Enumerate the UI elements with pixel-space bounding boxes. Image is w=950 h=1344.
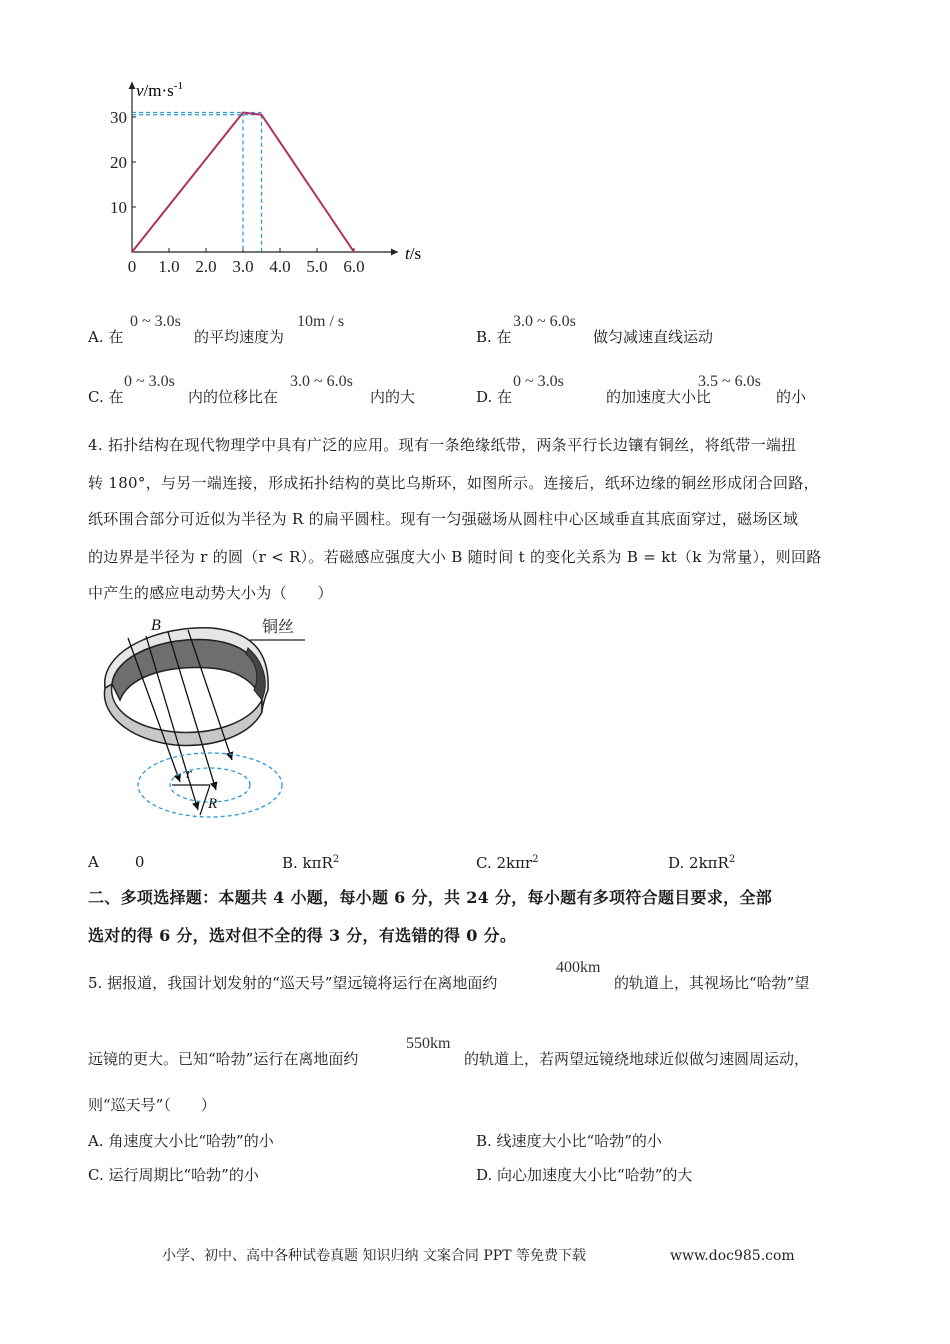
q5-option-b[interactable]: B. 线速度大小比“哈勃”的小 [476, 1132, 662, 1150]
q3-a-text: 的平均速度为 [194, 328, 285, 346]
q3-option-b[interactable]: B. 在 [476, 328, 512, 346]
y-tick-label: 20 [110, 153, 127, 172]
q4-option-d[interactable]: D. 2kπR$^2$ [668, 854, 736, 872]
q5-line-1b: 的轨道上，其视场比“哈勃”望 [614, 974, 810, 992]
vt-graph [110, 70, 440, 285]
q4-stem-line-5: 中产生的感应电动势大小为（ ） [88, 584, 333, 602]
q3-option-c[interactable]: C. 在 [88, 388, 124, 406]
x-tick-label: 4.0 [269, 257, 291, 276]
option-label: A. 在 [88, 328, 124, 346]
q5-line-3: 则“巡天号”（ ） [88, 1096, 216, 1114]
data-point [242, 112, 244, 114]
q4-option-a[interactable]: A 0 [88, 853, 145, 871]
q3-d-text: 的加速度大小比 [606, 388, 712, 406]
x-axis-label: t/s [405, 244, 422, 263]
x-tick-label: 3.0 [232, 257, 254, 276]
q3-d-suffix: 的小 [776, 388, 807, 406]
footer-text: 小学、初中、高中各种试卷真题 知识归纳 文案合同 PPT 等免费下载 [162, 1248, 586, 1264]
x-tick-label: 1.0 [158, 257, 180, 276]
q3-c-suffix: 内的大 [370, 388, 416, 406]
wire-label: 铜丝 [262, 619, 295, 636]
q4-stem-line-1: 4. 拓扑结构在现代物理学中具有广泛的应用。现有一条绝缘纸带，两条平行长边镶有铜丝，将纸带一端扭 [88, 436, 797, 454]
q3-d-math2: 3.5 ~ 6.0s [698, 373, 761, 390]
section-2-heading-line-1: 二、多项选择题：本题共 4 小题，每小题 6 分，共 24 分，每小题有多项符合题目要求，全部 [88, 888, 773, 907]
q4-stem-line-2: 转 180°，与另一端连接，形成拓扑结构的莫比乌斯环，如图所示。连接后，纸环边缘的铜丝形成闭合回路， [88, 474, 819, 492]
q5-math-400km: 400km [556, 959, 601, 976]
q3-c-math2: 3.0 ~ 6.0s [290, 373, 353, 390]
q4-option-b[interactable]: B. kπR$^2$ [282, 854, 340, 872]
field-label-b: B [151, 617, 161, 634]
y-axis-label: $v/m\cdot s^{-1}$ [136, 80, 183, 100]
label-r: r [186, 766, 192, 782]
x-tick-label: 5.0 [306, 257, 328, 276]
x-tick-label: 2.0 [195, 257, 217, 276]
q3-b-text: 做匀减速直线运动 [593, 328, 714, 346]
data-point [131, 251, 133, 253]
q3-option-d[interactable]: D. 在 [476, 388, 513, 406]
data-point [353, 251, 355, 253]
q4-option-c[interactable]: C. 2kπr$^2$ [476, 854, 539, 872]
y-tick-label: 10 [110, 198, 127, 217]
q5-option-d[interactable]: D. 向心加速度大小比“哈勃”的大 [476, 1166, 693, 1184]
guide-lines [132, 113, 262, 253]
q3-d-math1: 0 ~ 3.0s [513, 373, 564, 390]
q5-math-550km: 550km [406, 1035, 451, 1052]
x-tick-label: 0 [127, 257, 137, 276]
band-front [104, 684, 262, 745]
q3-c-text: 内的位移比在 [188, 388, 279, 406]
label-R: R [208, 796, 218, 812]
q5-line-2a: 远镜的更大。已知“哈勃”运行在离地面约 [88, 1050, 359, 1068]
q3-a-math1: 0 ~ 3.0s [130, 313, 181, 330]
q3-c-math1: 0 ~ 3.0s [124, 373, 175, 390]
mobius-figure [95, 612, 315, 827]
q5-line-1a: 5. 据报道，我国计划发射的“巡天号”望远镜将运行在离地面约 [88, 974, 498, 992]
q3-a-math2: 10m / s [297, 313, 345, 330]
q4-stem-line-4: 的边界是半径为 r 的圆（r < R）。若磁感应强度大小 B 随时间 t 的变化关系为 B = kt（k 为常量），则回路 [88, 548, 822, 566]
q3-b-math1: 3.0 ~ 6.0s [513, 313, 576, 330]
velocity-line [132, 113, 354, 253]
x-tick-label: 6.0 [343, 257, 365, 276]
q5-line-2b: 的轨道上，若两望远镜绕地球近似做匀速圆周运动， [464, 1050, 810, 1068]
q5-option-a[interactable]: A. 角速度大小比“哈勃”的小 [88, 1132, 274, 1150]
data-point [261, 114, 263, 116]
y-tick-label: 30 [110, 108, 127, 127]
q4-stem-line-3: 纸环围合部分可近似为半径为 R 的扁平圆柱。现有一匀强磁场从圆柱中心区域垂直其底面穿过，磁场区域 [88, 510, 799, 528]
footer-url[interactable]: www.doc985.com [670, 1248, 795, 1264]
q3-option-a[interactable] [88, 330, 123, 345]
q5-option-c[interactable]: C. 运行周期比“哈勃”的小 [88, 1166, 259, 1184]
section-2-heading-line-2: 选对的得 6 分，选对但不全的得 3 分，有选错的得 0 分。 [88, 926, 517, 945]
